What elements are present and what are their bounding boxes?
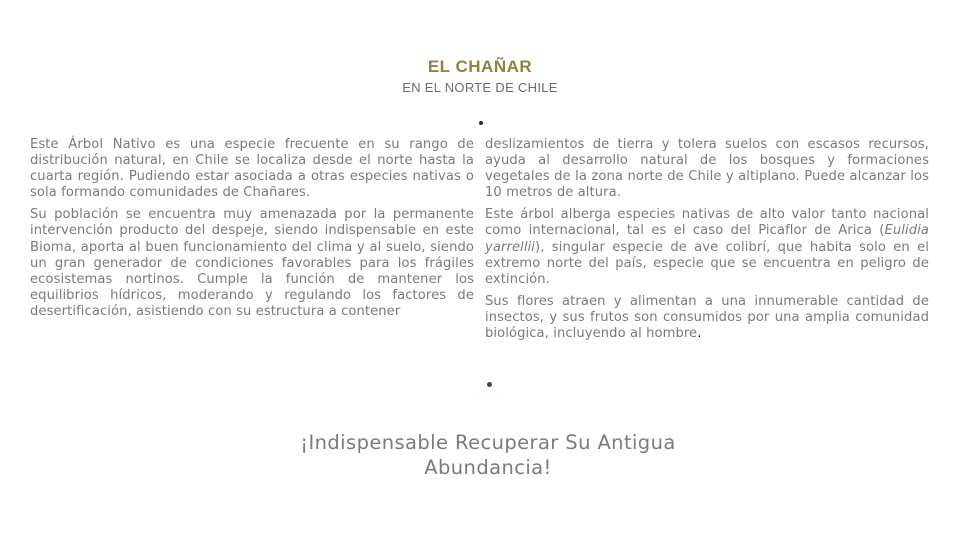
paragraph-2-text-start: Este árbol alberga especies nativas de alto valor tanto nacional como internacional, tal es el caso del Picaflor de Arica ( [485,207,929,239]
left-paragraph-1: Este Árbol Nativo es una especie frecuente en su rango de distribución natural, en Chile se localiza desde el norte hasta la cuarta región. Pudiendo estar asociada a otras especies nativas o sola formando comunidades de Chañares. [30,137,474,201]
slogan [0,430,960,480]
slogan-line-1: ¡Indispensable Recuperar Su Antigua [300,431,676,454]
bullet-dot-top [479,121,483,125]
page-subtitle: EN EL NORTE DE CHILE [402,80,558,95]
page-title: EL CHAÑAR [427,57,533,76]
paragraph-2-text-end: ), singular especie de ave colibrí, que habita solo en el extremo norte del país, especie que se encuentra en peligro de extinción. [485,239,929,287]
left-paragraph-2: Su población se encuentra muy amenazada por la permanente intervención producto del despeje, siendo indispensable en este Bioma, aporta al buen funcionamiento del clima y al suelo, siendo un gran generador de condiciones favorables para los frágiles ecosistemas nortinos. Cumple la función de mantener los equilibrios hídricos, moderando y regulando los factores de desertificación, asistiendo con su estructura a contener [30,207,474,319]
paragraph-3-text: Sus flores atraen y alimentan a una innumerable cantidad de insectos, y sus frutos son consumidos por una amplia comunidad biológica, incluyendo al hombre [485,293,929,342]
paragraph-3-period: . [697,326,702,342]
right-text-column [485,137,929,348]
bullet-dot-bottom [487,382,492,387]
left-text-column [30,137,474,326]
species-name: Eulidia yarrellii [485,223,929,255]
right-paragraph-2 [485,207,929,287]
right-paragraph-3 [485,294,929,342]
right-paragraph-1: deslizamientos de tierra y tolera suelos con escasos recursos, ayuda al desarrollo natural de los bosques y formaciones vegetales de la zona norte de Chile y altiplano. Puede alcanzar los 10 metros de altura. [485,137,929,201]
slogan-line-2: Abundancia! [424,456,552,479]
